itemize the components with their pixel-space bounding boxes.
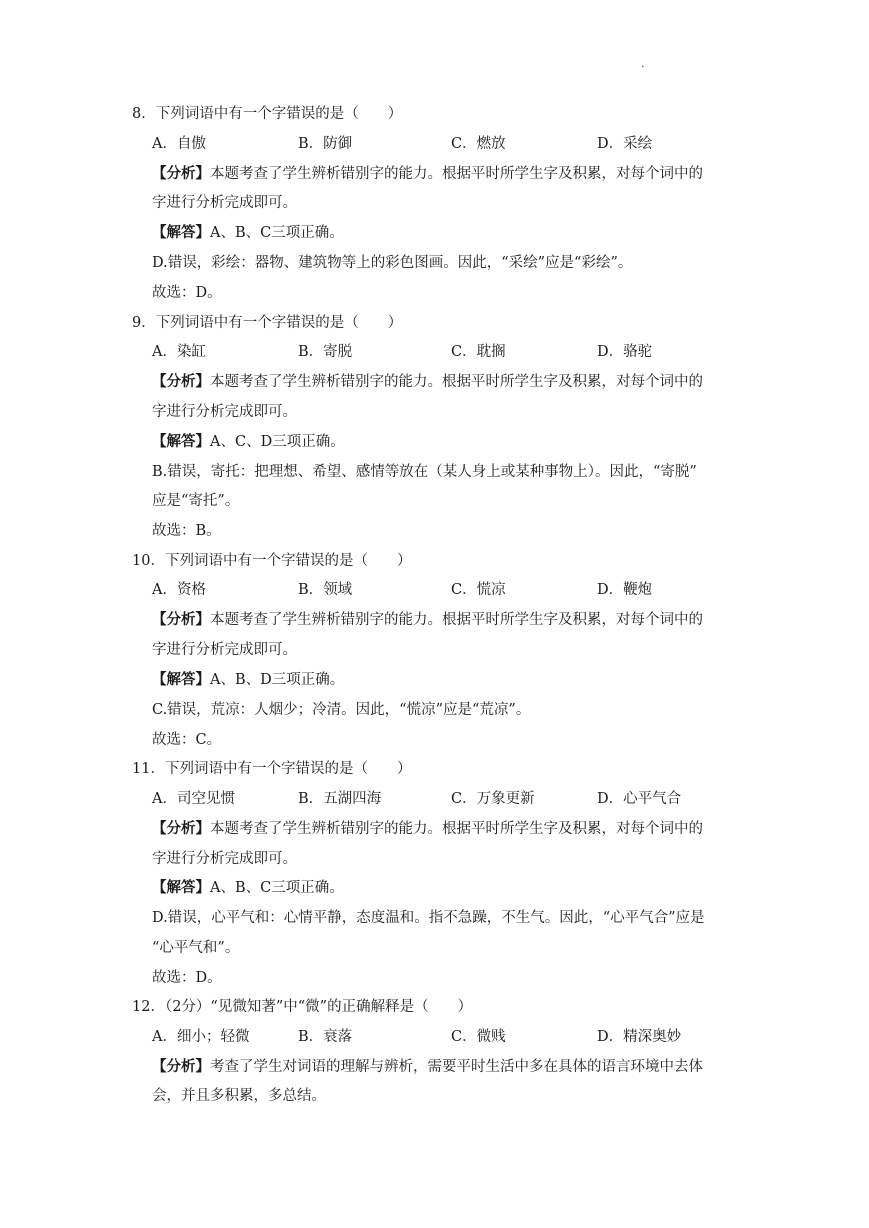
option-d: D．精深奥妙 bbox=[597, 1029, 682, 1045]
answer-tag: 【解答】 bbox=[152, 434, 210, 450]
option-b: B．衰落 bbox=[298, 1029, 353, 1045]
option-a: A．司空见惯 bbox=[152, 791, 235, 807]
option-c: C．耽搁 bbox=[451, 344, 506, 360]
question-10-analysis-cont: 字进行分析完成即可。 bbox=[152, 642, 297, 658]
question-11-answer bbox=[152, 878, 344, 898]
analysis-text: 考查了学生对词语的理解与辨析，需要平时生活中多在具体的语言环境中去体 bbox=[210, 1059, 703, 1075]
option-d: D．鞭炮 bbox=[597, 582, 653, 598]
question-9-stem: 9．下列词语中有一个字错误的是（ ） bbox=[132, 315, 403, 331]
question-11-stem: 11．下列词语中有一个字错误的是（ ） bbox=[132, 761, 412, 777]
question-12-stem: 12．（2分）“见微知著”中“微”的正确解释是（ ） bbox=[132, 999, 473, 1015]
option-d: D．采绘 bbox=[597, 136, 653, 152]
question-9-choice: 故选：B。 bbox=[152, 523, 221, 539]
answer-text: A、C、D三项正确。 bbox=[210, 434, 345, 450]
analysis-text: 本题考查了学生辨析错别字的能力。根据平时所学生字及积累，对每个词中的 bbox=[210, 374, 703, 390]
option-c: C．慌凉 bbox=[451, 582, 506, 598]
option-a: A．细小；轻微 bbox=[152, 1029, 250, 1045]
question-8-analysis bbox=[152, 164, 703, 184]
option-c: C．万象更新 bbox=[451, 791, 535, 807]
option-a: A．自傲 bbox=[152, 136, 206, 152]
question-8-explanation: D.错误，彩绘：器物、建筑物等上的彩色图画。因此，“采绘”应是“彩绘”。 bbox=[152, 255, 633, 271]
analysis-tag: 【分析】 bbox=[152, 612, 210, 628]
option-b: B．寄脱 bbox=[298, 344, 353, 360]
answer-tag: 【解答】 bbox=[152, 672, 210, 688]
analysis-text: 本题考查了学生辨析错别字的能力。根据平时所学生字及积累，对每个词中的 bbox=[210, 821, 703, 837]
header-dot: . bbox=[641, 57, 645, 70]
question-9-analysis-cont: 字进行分析完成即可。 bbox=[152, 404, 297, 420]
question-9-answer bbox=[152, 432, 345, 452]
option-b: B．防御 bbox=[298, 136, 353, 152]
option-a: A．染缸 bbox=[152, 344, 206, 360]
question-9-analysis bbox=[152, 372, 703, 392]
question-10-choice: 故选：C。 bbox=[152, 732, 222, 748]
question-11-analysis bbox=[152, 819, 703, 839]
question-11-explanation: D.错误，心平气和：心情平静，态度温和。指不急躁，不生气。因此，“心平气合”应是 bbox=[152, 910, 705, 926]
analysis-tag: 【分析】 bbox=[152, 821, 210, 837]
question-8-answer bbox=[152, 223, 344, 243]
question-8-analysis-cont: 字进行分析完成即可。 bbox=[152, 195, 297, 211]
question-8-choice: 故选：D。 bbox=[152, 285, 222, 301]
question-10-analysis bbox=[152, 610, 703, 630]
analysis-tag: 【分析】 bbox=[152, 1059, 210, 1075]
question-11-analysis-cont: 字进行分析完成即可。 bbox=[152, 851, 297, 867]
question-11-choice: 故选：D。 bbox=[152, 970, 222, 986]
option-a: A．资格 bbox=[152, 582, 206, 598]
option-d: D．骆驼 bbox=[597, 344, 653, 360]
option-d: D．心平气合 bbox=[597, 791, 682, 807]
analysis-text: 本题考查了学生辨析错别字的能力。根据平时所学生字及积累，对每个词中的 bbox=[210, 166, 703, 182]
analysis-text: 本题考查了学生辨析错别字的能力。根据平时所学生字及积累，对每个词中的 bbox=[210, 612, 703, 628]
question-10-explanation: C.错误，荒凉：人烟少；冷清。因此，“慌凉”应是“荒凉”。 bbox=[152, 702, 531, 718]
question-11-explanation-cont: “心平气和”。 bbox=[152, 940, 240, 956]
question-8-stem: 8．下列词语中有一个字错误的是（ ） bbox=[132, 106, 403, 122]
question-10-answer bbox=[152, 670, 344, 690]
analysis-tag: 【分析】 bbox=[152, 166, 210, 182]
analysis-tag: 【分析】 bbox=[152, 374, 210, 390]
question-9-explanation: B.错误，寄托：把理想、希望、感情等放在（某人身上或某种事物上）。因此，“寄脱” bbox=[152, 464, 697, 480]
question-12-analysis bbox=[152, 1057, 703, 1077]
answer-text: A、B、D三项正确。 bbox=[210, 672, 345, 688]
option-c: C．燃放 bbox=[451, 136, 506, 152]
question-12-analysis-cont: 会，并且多积累，多总结。 bbox=[152, 1088, 326, 1104]
option-b: B．五湖四海 bbox=[298, 791, 382, 807]
answer-tag: 【解答】 bbox=[152, 225, 210, 241]
option-b: B．领域 bbox=[298, 582, 353, 598]
answer-text: A、B、C三项正确。 bbox=[210, 880, 344, 896]
answer-text: A、B、C三项正确。 bbox=[210, 225, 344, 241]
question-9-explanation-cont: 应是“寄托”。 bbox=[152, 493, 240, 509]
answer-tag: 【解答】 bbox=[152, 880, 210, 896]
option-c: C．微贱 bbox=[451, 1029, 506, 1045]
question-10-stem: 10．下列词语中有一个字错误的是（ ） bbox=[132, 553, 412, 569]
